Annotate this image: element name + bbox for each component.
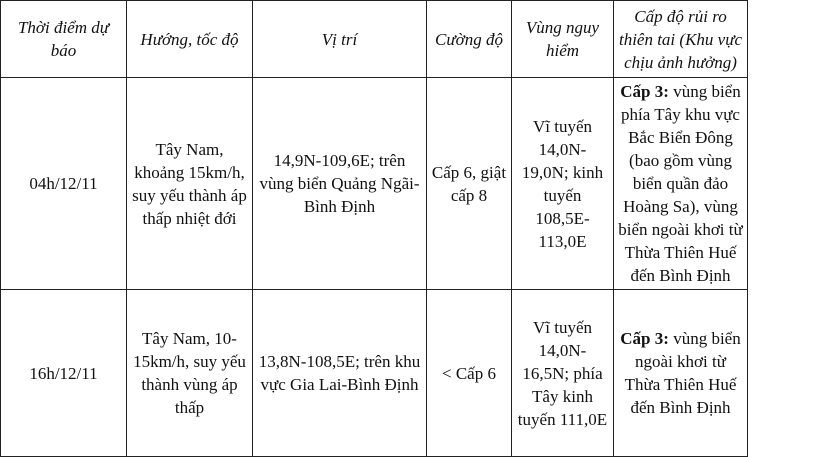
cell-position: 13,8N-108,5E; trên khu vực Gia Lai-Bình Định xyxy=(253,290,427,457)
table-row xyxy=(1,290,748,457)
risk-level-label: Cấp 3: xyxy=(620,82,669,101)
cell-intensity: < Cấp 6 xyxy=(427,290,512,457)
header-time: Thời điểm dự báo xyxy=(1,1,127,78)
cell-danger-zone: Vĩ tuyến 14,0N-19,0N; kinh tuyến 108,5E-113,0E xyxy=(512,78,614,290)
cell-direction: Tây Nam, 10-15km/h, suy yếu thành vùng áp thấp xyxy=(127,290,253,457)
header-risk-level: Cấp độ rủi ro thiên tai (Khu vực chịu ảnh hưởng) xyxy=(614,1,748,78)
cell-time: 16h/12/11 xyxy=(1,290,127,457)
cell-risk xyxy=(614,290,748,457)
header-direction: Hướng, tốc độ xyxy=(127,1,253,78)
table-row xyxy=(1,78,748,290)
cell-risk xyxy=(614,78,748,290)
risk-area-text: vùng biển ngoài khơi từ Thừa Thiên Huế đến Bình Định xyxy=(624,329,741,417)
header-position: Vị trí xyxy=(253,1,427,78)
cell-time: 04h/12/11 xyxy=(1,78,127,290)
cell-position: 14,9N-109,6E; trên vùng biển Quảng Ngãi-Bình Định xyxy=(253,78,427,290)
header-intensity: Cường độ xyxy=(427,1,512,78)
risk-area-text: vùng biển phía Tây khu vực Bắc Biển Đông (bao gồm vùng biển quần đảo Hoàng Sa), vùng biển ngoài khơi từ Thừa Thiên Huế đến Bình Định xyxy=(618,82,743,285)
cell-direction: Tây Nam, khoảng 15km/h, suy yếu thành áp thấp nhiệt đới xyxy=(127,78,253,290)
cell-danger-zone: Vĩ tuyến 14,0N-16,5N; phía Tây kinh tuyến 111,0E xyxy=(512,290,614,457)
header-row xyxy=(1,1,748,78)
header-danger-zone: Vùng nguy hiểm xyxy=(512,1,614,78)
risk-level-label: Cấp 3: xyxy=(620,329,669,348)
cell-intensity: Cấp 6, giật cấp 8 xyxy=(427,78,512,290)
